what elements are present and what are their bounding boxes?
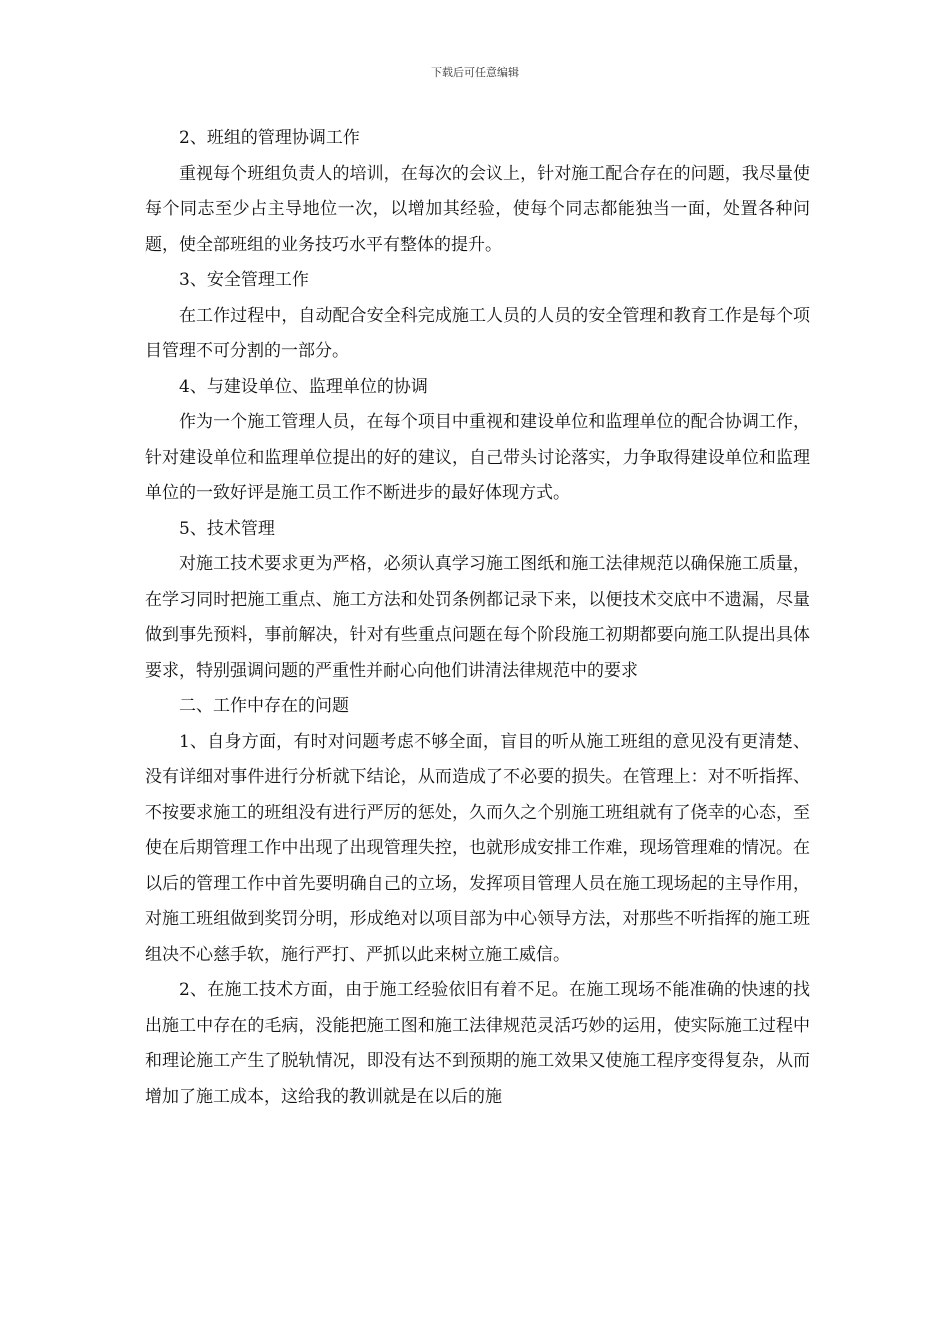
body-paragraph: 1、自身方面，有时对问题考虑不够全面，盲目的听从施工班组的意见没有更清楚、没有详细对事件进行分析就下结论，从而造成了不必要的损失。在管理上：对不听指挥、不按要求施工的班组没有进行严厉的惩处，久而久之个别施工班组就有了侥幸的心态，至使在后期管理工作中出现了出现管理失控，也就形成安排工作难，现场管理难的情况。在以后的管理工作中首先要明确自己的立场，发挥项目管理人员在施工现场起的主导作用，对施工班组做到奖罚分明，形成绝对以项目部为中心领导方法，对那些不听指挥的施工班组决不心慈手软，施行严打、严抓以此来树立施工威信。: [145, 731, 810, 965]
section-heading: 3、安全管理工作: [179, 270, 309, 290]
body-paragraph: 在工作过程中，自动配合安全科完成施工人员的人员的安全管理和教育工作是每个项目管理不可分割的一部分。: [145, 305, 810, 361]
body-paragraph: 2、在施工技术方面，由于施工经验依旧有着不足。在施工现场不能准确的快速的找出施工中存在的毛病，没能把施工图和施工法律规范灵活巧妙的运用，使实际施工过程中和理论施工产生了脱轨情况，即没有达不到预期的施工效果又使施工程序变得复杂，从而增加了施工成本，这给我的教训就是在以后的施: [145, 980, 810, 1107]
page-header: 下载后可任意编辑: [431, 66, 519, 79]
body-paragraph: 重视每个班组负责人的培训，在每次的会议上，针对施工配合存在的问题，我尽量使每个同志至少占主导地位一次，以增加其经验，使每个同志都能独当一面，处置各种问题，使全部班组的业务技巧水平有整体的提升。: [145, 163, 810, 255]
section-heading: 2、班组的管理协调工作: [179, 128, 360, 148]
chapter-heading: 二、工作中存在的问题: [179, 696, 349, 716]
body-paragraph: 对施工技术要求更为严格，必须认真学习施工图纸和施工法律规范以确保施工质量，在学习同时把施工重点、施工方法和处罚条例都记录下来，以便技术交底中不遗漏，尽量做到事先预料，事前解决，针对有些重点问题在每个阶段施工初期都要向施工队提出具体要求，特别强调问题的严重性并耐心向他们讲清法律规范中的要求: [145, 554, 810, 681]
section-heading: 5、技术管理: [179, 518, 275, 539]
document-body: [145, 121, 810, 1115]
section-heading: 4、与建设单位、监理单位的协调: [179, 376, 428, 397]
body-paragraph: 作为一个施工管理人员，在每个项目中重视和建设单位和监理单位的配合协调工作，针对建设单位和监理单位提出的好的建议，自己带头讨论落实，力争取得建设单位和监理单位的一致好评是施工员工作不断进步的最好体现方式。: [145, 412, 810, 503]
